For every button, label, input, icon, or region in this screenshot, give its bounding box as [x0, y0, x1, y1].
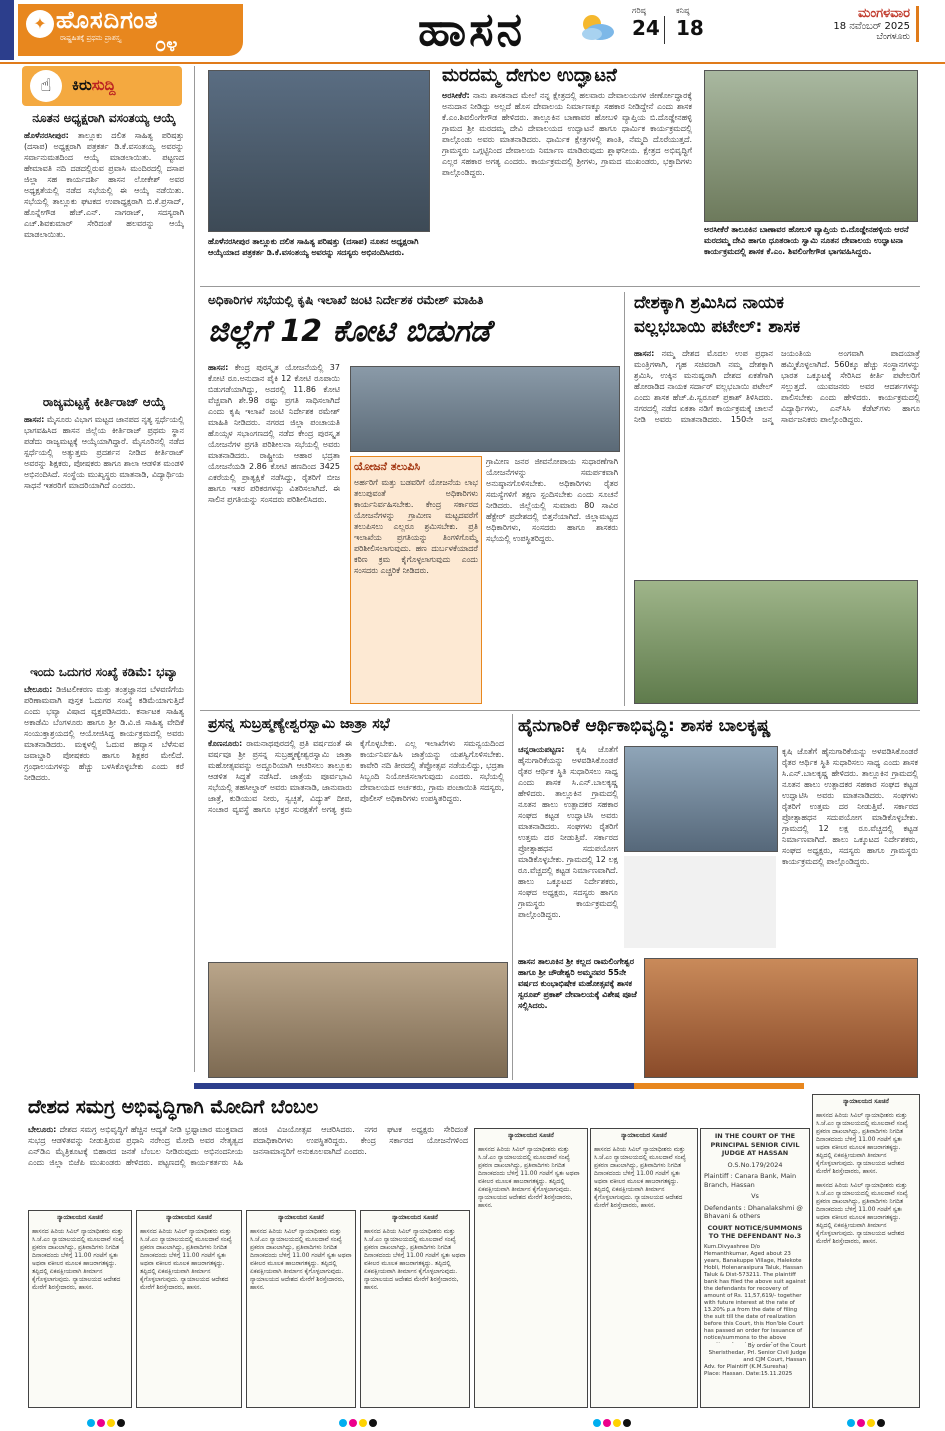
sidebar-item-3 — [24, 664, 184, 1056]
weekday: ಮಂಗಳವಾರ — [857, 6, 910, 21]
sidebar-item-2 — [24, 394, 184, 632]
sidebar-headline: ಇಂದು ಒದುಗರ ಸಂಖ್ಯೆ ಕಡಿಮೆ: ಭವ್ಯಾ — [30, 665, 178, 679]
temple-headline: ಮರದಮ್ಮ ದೇಗುಲ ಉದ್ಘಾಟನೆ — [442, 65, 617, 86]
notice-ad — [28, 1210, 132, 1408]
max-temp-label: ಗರಿಷ್ಠ — [632, 6, 646, 15]
patel-headline-2: ವಲ್ಲಭಬಾಯಿ ಪಟೇಲ್: ಶಾಸಕ — [634, 317, 801, 337]
divider-stripe-orange — [634, 1083, 804, 1089]
masthead-stripe — [0, 0, 14, 60]
notice-text: ಹಾಸನದ ಹಿರಿಯ ಸಿವಿಲ್ ನ್ಯಾಯಾಧೀಶರು ಮತ್ತು ಸಿ.ಜೆ.ಎಂ ನ್ಯಾಯಾಲಯದಲ್ಲಿ ಮೂಲದಾವೆ ಸಂಖ್ಯೆ ಪ್ರಕರಣ ದಾಖಲಾಗಿದ್ದು, ಪ್ರತಿವಾದಿಗಳು ನಿಗದಿತ ದಿನಾಂಕದಂದು ಬೆಳಿಗ್ಗೆ 11.00 ಗಂಟೆಗೆ ಸ್ವತಃ ಅಥವಾ ವಕೀಲರ ಮೂಲಕ ಹಾಜರಾಗತಕ್ಕದ್ದು. ತಪ್ಪಿದಲ್ಲಿ ಏಕಪಕ್ಷೀಯವಾಗಿ ತೀರ್ಮಾನ ಕೈಗೊಳ್ಳಲಾಗುವುದು. ನ್ಯಾಯಾಲಯದ ಆದೇಶದ ಮೇರೆಗೆ ಶಿರಸ್ತೇದಾರರು, ಹಾಸನ. — [816, 1112, 908, 1175]
row-rule — [200, 710, 920, 711]
paper-name: ಹೊಸದಿಗಂತ — [56, 6, 159, 34]
lead-body: ಹಾಸನ: ಕೇಂದ್ರ ಪುರಸ್ಕೃತ ಯೋಜನೆಯಲ್ಲಿ 37 ಕೋಟಿ ರೂ.ಅನುದಾನ ಪೈಕಿ 12 ಕೋಟಿ ರೂಪಾಯಿ ಬಿಡುಗಡೆಯಾಗಿದ್ದು, ಅದರಲ್ಲಿ 11.86 ಕೋಟಿ ವೆಚ್ಚವಾಗಿ ಶೇ.98 ರಷ್ಟು ಪ್ರಗತಿ ಸಾಧಿಸಲಾಗಿದೆ ಎಂದು ಕೃಷಿ ಇಲಾಖೆ ಜಂಟಿ ನಿರ್ದೇಶಕ ರಮೇಶ್ ಮಾಹಿತಿ ನೀಡಿದರು. ನಗರದ ಜಿಲ್ಲಾ ಪಂಚಾಯತಿ ಹೊಯ್ಸಳ ಸಭಾಂಗಣದಲ್ಲಿ ನಡೆದ ಕೇಂದ್ರ ಪುರಸ್ಕೃತ ಯೋಜನೆಗಳ ಪ್ರಗತಿ ಪರಿಶೀಲನಾ ಸಭೆಯಲ್ಲಿ ಅವರು ಮಾತನಾಡಿದರು. ರಾಷ್ಟ್ರೀಯ ಆಹಾರ ಭದ್ರತಾ ಯೋಜನೆಯಡಿ 2.86 ಕೋಟಿ ಹಣದಿಂದ 3425 ಎಕರೆಯಲ್ಲಿ ಪ್ರಾತ್ಯಕ್ಷಿಕೆ ನಡೆಸಿದ್ದು, ರೈತರಿಗೆ ಬೀಜ ಹಾಗೂ ಇತರ ಪರಿಕರಗಳನ್ನು ವಿತರಿಸಲಾಗಿದೆ. ಈ ಸಾಲಿನ ಪ್ರಗತಿಯನ್ನು ಸಂಸದರು ಪರಿಶೀಲಿಸಿದರು. — [208, 363, 340, 504]
min-temp-label: ಕನಿಷ್ಠ — [676, 6, 690, 15]
dairy-body-cont: ಕೃಷಿ ಜೊತೆಗೆ ಹೈನುಗಾರಿಕೆಯನ್ನು ಅಳವಡಿಸಿಕೊಂಡರೆ ರೈತರ ಆರ್ಥಿಕ ಸ್ಥಿತಿ ಸುಧಾರಿಸಲು ಸಾಧ್ಯ ಎಂದು ಶಾಸಕ ಸಿ.ಎನ್.ಬಾಲಕೃಷ್ಣ ಹೇಳಿದರು. ತಾಲ್ಲೂಕಿನ ಗ್ರಾಮದಲ್ಲಿ ನೂತನ ಹಾಲು ಉತ್ಪಾದಕರ ಸಹಕಾರ ಸಂಘದ ಕಟ್ಟಡ ಉದ್ಘಾಟಿಸಿ ಅವರು ಮಾತನಾಡಿದರು. ಸಂಘಗಳು ರೈತರಿಗೆ ಉತ್ತಮ ದರ ನೀಡುತ್ತಿವೆ. ಸರ್ಕಾರದ ಪ್ರೋತ್ಸಾಹಧನ ಸದುಪಯೋಗ ಮಾಡಿಕೊಳ್ಳಬೇಕು. ಗ್ರಾಮದಲ್ಲಿ 12 ಲಕ್ಷ ರೂ.ವೆಚ್ಚದಲ್ಲಿ ಕಟ್ಟಡ ನಿರ್ಮಾಣವಾಗಿದೆ. ಹಾಲು ಒಕ್ಕೂಟದ ನಿರ್ದೇಶಕರು, ಸಂಘದ ಅಧ್ಯಕ್ಷರು, ಸದಸ್ಯರು ಹಾಗೂ ಗ್ರಾಮಸ್ಥರು ಕಾರ್ಯಕ್ರಮದಲ್ಲಿ ಪಾಲ್ಗೊಂಡಿದ್ದರು. — [782, 747, 918, 866]
min-temp: 18 — [676, 16, 704, 40]
notice-text: ಹಾಸನದ ಹಿರಿಯ ಸಿವಿಲ್ ನ್ಯಾಯಾಧೀಶರು ಮತ್ತು ಸಿ.ಜೆ.ಎಂ ನ್ಯಾಯಾಲಯದಲ್ಲಿ ಮೂಲದಾವೆ ಸಂಖ್ಯೆ ಪ್ರಕರಣ ದಾಖಲಾಗಿದ್ದು, ಪ್ರತಿವಾದಿಗಳು ನಿಗದಿತ ದಿನಾಂಕದಂದು ಬೆಳಿಗ್ಗೆ 11.00 ಗಂಟೆಗೆ ಸ್ವತಃ ಅಥವಾ ವಕೀಲರ ಮೂಲಕ ಹಾಜರಾಗತಕ್ಕದ್ದು. ತಪ್ಪಿದಲ್ಲಿ ಏಕಪಕ್ಷೀಯವಾಗಿ ತೀರ್ಮಾನ ಕೈಗೊಳ್ಳಲಾಗುವುದು. ನ್ಯಾಯಾಲಯದ ಆದೇಶದ ಮೇರೆಗೆ ಶಿರಸ್ತೇದಾರರು, ಹಾಸನ. — [250, 1228, 352, 1291]
sidebar-body: ಹಾಸನ: ಮೈಸೂರು ವಿಭಾಗ ಮಟ್ಟದ ಜಾನಪದ ನೃತ್ಯ ಸ್ಪರ್ಧೆಯಲ್ಲಿ ಭಾಗವಹಿಸಿದ ಹಾಸನ ಜಿಲ್ಲೆಯ ಕೀರ್ತಿರಾಜ್ ಪ್ರಥಮ ಸ್ಥಾನ ಪಡೆದು ರಾಜ್ಯಮಟ್ಟಕ್ಕೆ ಆಯ್ಕೆಯಾಗಿದ್ದಾರೆ. ಮೈಸೂರಿನಲ್ಲಿ ನಡೆದ ಸ್ಪರ್ಧೆಯಲ್ಲಿ ಅತ್ಯುತ್ತಮ ಪ್ರದರ್ಶನ ನೀಡಿದ ಕೀರ್ತಿರಾಜ್ ಅವರನ್ನು ಶಿಕ್ಷಕರು, ಪೋಷಕರು ಹಾಗೂ ಶಾಲಾ ಆಡಳಿತ ಮಂಡಳಿ ಅಭಿನಂದಿಸಿದೆ. ಸಂಸ್ಥೆಯ ಮುಖ್ಯಸ್ಥರು ಮಾತನಾಡಿ, ವಿದ್ಯಾರ್ಥಿಯ ಸಾಧನೆ ಇತರರಿಗೆ ಮಾದರಿಯಾಗಿದೆ ಎಂದರು. — [24, 415, 184, 490]
notice-heading: COURT NOTICE/SUMMONS TO THE DEFENDANT No.3 — [707, 1223, 803, 1240]
notice-text: ಹಾಸನದ ಹಿರಿಯ ಸಿವಿಲ್ ನ್ಯಾಯಾಧೀಶರು ಮತ್ತು ಸಿ.ಜೆ.ಎಂ ನ್ಯಾಯಾಲಯದಲ್ಲಿ ಮೂಲದಾವೆ ಸಂಖ್ಯೆ ಪ್ರಕರಣ ದಾಖಲಾಗಿದ್ದು, ಪ್ರತಿವಾದಿಗಳು ನಿಗದಿತ ದಿನಾಂಕದಂದು ಬೆಳಿಗ್ಗೆ 11.00 ಗಂಟೆಗೆ ಸ್ವತಃ ಅಥವಾ ವಕೀಲರ ಮೂಲಕ ಹಾಜರಾಗತಕ್ಕದ್ದು. ತಪ್ಪಿದಲ್ಲಿ ಏಕಪಕ್ಷೀಯವಾಗಿ ತೀರ್ಮಾನ ಕೈಗೊಳ್ಳಲಾಗುವುದು. ನ್ಯಾಯಾಲಯದ ಆದೇಶದ ಮೇರೆಗೆ ಶಿರಸ್ತೇದಾರರು, ಹಾಸನ. — [140, 1228, 232, 1291]
lead-photo — [350, 366, 620, 452]
notice-title: ನ್ಯಾಯಾಲಯದ ಸೂಚನೆ — [166, 1214, 212, 1221]
modi-body: ಬೇಲೂರು: ದೇಶದ ಸಮಗ್ರ ಅಭಿವೃದ್ಧಿಗೆ ಹೆಚ್ಚಿನ ಆದ್ಯತೆ ನೀಡಿ ಭ್ರಷ್ಟಾಚಾರ ಮುಕ್ತವಾದ ಸುಭದ್ರ ಆಡಳಿತವನ್ನು ನೀಡುತ್ತಿರುವ ಪ್ರಧಾನಿ ನರೇಂದ್ರ ಮೋದಿ ಅವರ ನೇತೃತ್ವದ ಎನ್‌ಡಿಎ ಮೈತ್ರಿಕೂಟಕ್ಕೆ ಬಿಹಾರದ ಜನತೆ ಬೆಂಬಲ ನೀಡಿರುವುದು ಅಭಿನಂದನೀಯ ಎಂದು ಜಿಲ್ಲಾ ಬಿಜೆಪಿ ಮುಖಂಡರು ಹೇಳಿದರು. ಪಟ್ಟಣದಲ್ಲಿ ಕಾರ್ಯಕರ್ತರು ಸಿಹಿ ಹಂಚಿ ವಿಜಯೋತ್ಸವ ಆಚರಿಸಿದರು. ನಗರ ಘಟಕ ಅಧ್ಯಕ್ಷರು ಸೇರಿದಂತೆ ಪದಾಧಿಕಾರಿಗಳು ಉಪಸ್ಥಿತರಿದ್ದರು. ಕೇಂದ್ರ ಸರ್ಕಾರದ ಯೋಜನೆಗಳಿಂದ ಜನಸಾಮಾನ್ಯರಿಗೆ ಅನುಕೂಲವಾಗಿದೆ ಎಂದರು. — [28, 1125, 468, 1167]
dairy-body: ಚನ್ನರಾಯಪಟ್ಟಣ: ಕೃಷಿ ಜೊತೆಗೆ ಹೈನುಗಾರಿಕೆಯನ್ನು ಅಳವಡಿಸಿಕೊಂಡರೆ ರೈತರ ಆರ್ಥಿಕ ಸ್ಥಿತಿ ಸುಧಾರಿಸಲು ಸಾಧ್ಯ ಎಂದು ಶಾಸಕ ಸಿ.ಎನ್.ಬಾಲಕೃಷ್ಣ ಹೇಳಿದರು. ತಾಲ್ಲೂಕಿನ ಗ್ರಾಮದಲ್ಲಿ ನೂತನ ಹಾಲು ಉತ್ಪಾದಕರ ಸಹಕಾರ ಸಂಘದ ಕಟ್ಟಡ ಉದ್ಘಾಟಿಸಿ ಅವರು ಮಾತನಾಡಿದರು. ಸಂಘಗಳು ರೈತರಿಗೆ ಉತ್ತಮ ದರ ನೀಡುತ್ತಿವೆ. ಸರ್ಕಾರದ ಪ್ರೋತ್ಸಾಹಧನ ಸದುಪಯೋಗ ಮಾಡಿಕೊಳ್ಳಬೇಕು. ಗ್ರಾಮದಲ್ಲಿ 12 ಲಕ್ಷ ರೂ.ವೆಚ್ಚದಲ್ಲಿ ಕಟ್ಟಡ ನಿರ್ಮಾಣವಾಗಿದೆ. ಹಾಲು ಒಕ್ಕೂಟದ ನಿರ್ದೇಶಕರು, ಸಂಘದ ಅಧ್ಯಕ್ಷರು, ಸದಸ್ಯರು ಹಾಗೂ ಗ್ರಾಮಸ್ಥರು ಕಾರ್ಯಕ್ರಮದಲ್ಲಿ ಪಾಲ್ಗೊಂಡಿದ್ದರು. — [518, 745, 618, 919]
sidebar-headline: ನೂತನ ಅಧ್ಯಕ್ಷರಾಗಿ ವಸಂತಯ್ಯ ಆಯ್ಕೆ — [32, 111, 176, 125]
notice-title: ನ್ಯಾಯಾಲಯದ ಸೂಚನೆ — [392, 1214, 438, 1221]
jatra-photo — [208, 962, 508, 1078]
lamp-icon: ✦ — [26, 10, 54, 38]
info-box-text: ಅರ್ಹರಿಗೆ ಮತ್ತು ಬಡವರಿಗೆ ಯೋಜನೆಯ ಲಾಭ ತಲುಪುವಂತೆ ಅಧಿಕಾರಿಗಳು ಕಾರ್ಯನಿರ್ವಹಿಸಬೇಕು. ಕೇಂದ್ರ ಸರ್ಕಾರದ ಯೋಜನೆಗಳನ್ನು ಗ್ರಾಮೀಣ ಮಟ್ಟದವರೆಗೆ ತಲುಪಿಸಲು ಎಲ್ಲರೂ ಶ್ರಮಿಸಬೇಕು. ಪ್ರತಿ ಇಲಾಖೆಯ ಪ್ರಗತಿಯನ್ನು ತಿಂಗಳಿಗೊಮ್ಮೆ ಪರಿಶೀಲಿಸಲಾಗುವುದು. ಹಣ ದುರ್ಬಳಕೆಯಾದರೆ ಕಠಿಣ ಕ್ರಮ ಕೈಗೊಳ್ಳಲಾಗುವುದು ಎಂದು ಸಂಸದರು ಎಚ್ಚರಿಕೆ ನೀಡಿದರು. — [354, 478, 478, 575]
plaintiff: Plaintiff : Canara Bank, Main Branch, Hassan — [704, 1172, 797, 1189]
divider-stripe-blue — [194, 1083, 634, 1089]
notice-title: ನ್ಯಾಯಾಲಯದ ಸೂಚನೆ — [621, 1132, 667, 1139]
info-box — [350, 456, 482, 704]
max-temp-block — [632, 6, 660, 40]
top-story-caption: ಹೊಳೆನರಸೀಪುರ ತಾಲ್ಲೂಕು ದಲಿತ ಸಾಹಿತ್ಯ ಪರಿಷತ್ತು (ದಸಾಪ) ನೂತನ ಅಧ್ಯಕ್ಷರಾಗಿ ಆಯ್ಕೆಯಾದ ಪತ್ರಕರ್ತ ಡಿ.ಕೆ.ವಸಂತಯ್ಯ ಅವರನ್ನು ಸದಸ್ಯರು ಅಭಿನಂದಿಸಿದರು. — [208, 237, 419, 257]
paper-tagline: ರಾಷ್ಟ್ರಹಿತಕ್ಕೆ ಪ್ರಥಮ ಪ್ರಾಶಸ್ತ್ಯ — [60, 34, 121, 42]
lead-body-2: ಗ್ರಾಮೀಣ ಜನರ ಜೀವನೋಪಾಯ ಸುಧಾರಣೆಗಾಗಿ ಯೋಜನೆಗಳನ್ನು ಸಮರ್ಪಕವಾಗಿ ಅನುಷ್ಠಾನಗೊಳಿಸಬೇಕು. ಅಧಿಕಾರಿಗಳು ರೈತರ ಸಮಸ್ಯೆಗಳಿಗೆ ತಕ್ಷಣ ಸ್ಪಂದಿಸಬೇಕು ಎಂದು ಸೂಚನೆ ನೀಡಿದರು. ಜಿಲ್ಲೆಯಲ್ಲಿ ಸುಮಾರು 80 ಸಾವಿರ ಹೆಕ್ಟೇರ್ ಪ್ರದೇಶದಲ್ಲಿ ಬಿತ್ತನೆಯಾಗಿದೆ. ಜಿಲ್ಲಾಮಟ್ಟದ ಅಧಿಕಾರಿಗಳು, ಸಂಸದರು ಹಾಗೂ ಶಾಸಕರು ಸಭೆಯಲ್ಲಿ ಉಪಸ್ಥಿತರಿದ್ದರು. — [486, 457, 618, 543]
notice-title: ನ್ಯಾಯಾಲಯದ ಸೂಚನೆ — [57, 1214, 103, 1221]
issue-place: ಬೆಂಗಳೂರು — [876, 32, 910, 42]
notice-title: ನ್ಯಾಯಾಲಯದ ಸೂಚನೆ — [278, 1214, 324, 1221]
edition-city: ಹಾಸನ — [418, 2, 526, 56]
jatra-headline: ಪ್ರಸನ್ನ ಸುಬ್ರಹ್ಮಣ್ಯೇಶ್ವರಸ್ವಾಮಿ ಜಾತ್ರಾ ಸಭೆ — [208, 716, 390, 732]
column-rule — [512, 714, 513, 1080]
notice-sign: By order of the Court Sheristhedar, Prl. Senior Civil Judge and CJM Court, Hassan Adv. for Plaintiff (K.M.Suresha) Place: Hassan. Date:15.11.2025 — [704, 1342, 806, 1377]
notice-text: ಹಾಸನದ ಹಿರಿಯ ಸಿವಿಲ್ ನ್ಯಾಯಾಧೀಶರು ಮತ್ತು ಸಿ.ಜೆ.ಎಂ ನ್ಯಾಯಾಲಯದಲ್ಲಿ ಮೂಲದಾವೆ ಸಂಖ್ಯೆ ಪ್ರಕರಣ ದಾಖಲಾಗಿದ್ದು, ಪ್ರತಿವಾದಿಗಳು ನಿಗದಿತ ದಿನಾಂಕದಂದು ಬೆಳಿಗ್ಗೆ 11.00 ಗಂಟೆಗೆ ಸ್ವತಃ ಅಥವಾ ವಕೀಲರ ಮೂಲಕ ಹಾಜರಾಗತಕ್ಕದ್ದು. ತಪ್ಪಿದಲ್ಲಿ ಏಕಪಕ್ಷೀಯವಾಗಿ ತೀರ್ಮಾನ ಕೈಗೊಳ್ಳಲಾಗುವುದು. ನ್ಯಾಯಾಲಯದ ಆದೇಶದ ಮೇರೆಗೆ ಶಿರಸ್ತೇದಾರರು, ಹಾಸನ. — [364, 1228, 466, 1291]
column-rule — [194, 66, 195, 1072]
dairy-photo — [624, 746, 778, 852]
temple-photo — [704, 70, 918, 222]
notice-ad — [474, 1128, 588, 1408]
notice-body: Kum.Divyashree D/o Hemanthkumar, Aged about 23 years, Banakuppe Village, Halekote Hobli, Holenarasipura Taluk, Hassan Taluk & Dist-573211. The plaintiff bank has filed the above suit against the defendants for recovery of amount of Rs. 11,57,619/- together with future interest at the rate of 13.20% p.a from the date of filing the suit till the date of realization before this Court, this Hon'ble Court has passed an order for issuance of notice/summons to the above — [704, 1243, 806, 1341]
defendants: Defendants : Dhanalakshmi @ Bhavani & others — [704, 1203, 803, 1220]
notice-ad — [360, 1210, 470, 1408]
temple-body: ಅರಸೀಕೆರೆ: ನಾನು ಶಾಸಕನಾದ ಮೇಲೆ ನನ್ನ ಕ್ಷೇತ್ರದಲ್ಲಿ ಹಲವಾರು ದೇವಾಲಯಗಳ ಜೀರ್ಣೋದ್ಧಾರಕ್ಕೆ ಅನುದಾನ ನೀಡಿದ್ದು ಅಲ್ಲದೆ ಹೊಸ ದೇವಾಲಯ ನಿರ್ಮಾಣಕ್ಕೂ ಸಹಕಾರ ನೀಡಿದ್ದೇನೆ ಎಂದು ಶಾಸಕ ಕೆ.ಎಂ.ಶಿವಲಿಂಗೇಗೌಡ ಹೇಳಿದರು. ತಾಲ್ಲೂಕಿನ ಬಾಣಾವರ ಹೋಬಳಿ ವ್ಯಾಪ್ತಿಯ ಬಿ.ದೊಡ್ಡೇನಹಳ್ಳಿ ಗ್ರಾಮದ ಶ್ರೀ ಮರದಮ್ಮ ದೇವಿ ದೇವಾಲಯದ ಉದ್ಘಾಟನೆ ಹಾಗೂ ಧಾರ್ಮಿಕ ಕಾರ್ಯಕ್ರಮದಲ್ಲಿ ಪಾಲ್ಗೊಂಡು ಅವರು ಮಾತನಾಡಿದರು. ಧಾರ್ಮಿಕ ಕ್ಷೇತ್ರಗಳಲ್ಲಿ ಶಾಂತಿ, ನೆಮ್ಮದಿ ದೊರೆಯುತ್ತದೆ. ಗ್ರಾಮಸ್ಥರು ಒಗ್ಗಟ್ಟಿನಿಂದ ದೇವಾಲಯ ನಿರ್ಮಾಣ ಮಾಡಿರುವುದು ಶ್ಲಾಘನೀಯ. ಕ್ಷೇತ್ರದ ಅಭಿವೃದ್ಧಿಗೆ ಎಲ್ಲರ ಸಹಕಾರ ಅಗತ್ಯ ಎಂದರು. ಕಾರ್ಯಕ್ರಮದಲ್ಲಿ ಶ್ರೀಗಳು, ಗ್ರಾಮದ ಮುಖಂಡರು, ಭಕ್ತಾದಿಗಳು ಪಾಲ್ಗೊಂಡಿದ್ದರು. — [442, 91, 692, 177]
pointing-hand-icon: ☝ — [30, 70, 62, 102]
patel-headline-1: ದೇಶಕ್ಕಾಗಿ ಶ್ರಮಿಸಿದ ನಾಯಕ — [634, 293, 784, 313]
top-story-photo — [208, 70, 430, 232]
kumbhabhisheka-photo — [644, 958, 918, 1078]
notice-ad — [590, 1128, 698, 1408]
dairy-headline: ಹೈನುಗಾರಿಕೆ ಆರ್ಥಿಕಾಭಿವೃದ್ಧಿ: ಶಾಸಕ ಬಾಲಕೃಷ್ಣ — [518, 716, 771, 736]
registration-marks — [338, 1412, 378, 1431]
registration-marks — [846, 1412, 886, 1431]
registration-marks — [86, 1412, 126, 1431]
min-temp-block — [676, 6, 704, 40]
weather-icon — [576, 12, 616, 42]
sidebar-item-1 — [24, 110, 184, 364]
temp-divider — [664, 16, 665, 44]
sidebar-headline: ರಾಜ್ಯಮಟ್ಟಕ್ಕೆ ಕೀರ್ತಿರಾಜ್ ಆಯ್ಕೆ — [42, 395, 166, 409]
notice-ad — [136, 1210, 242, 1408]
sidebar-body: ಹೊಳೆನರಸೀಪುರ: ತಾಲ್ಲೂಕು ದಲಿತ ಸಾಹಿತ್ಯ ಪರಿಷತ್ತು (ದಸಾಪ) ಅಧ್ಯಕ್ಷರಾಗಿ ಪತ್ರಕರ್ತ ಡಿ.ಕೆ.ವಸಂತಯ್ಯ ಅವರನ್ನು ಸರ್ವಾನುಮತದಿಂದ ಆಯ್ಕೆ ಮಾಡಲಾಯಿತು. ಪಟ್ಟಣದ ಹೇಮಾವತಿ ನದಿ ದಡದಲ್ಲಿರುವ ಪ್ರವಾಸಿ ಮಂದಿರದಲ್ಲಿ ದಸಾಪ ಜಿಲ್ಲಾ ಸಹ ಕಾರ್ಯದರ್ಶಿ ಹಾಸನ ಲೋಕೇಶ್ ಅವರ ಅಧ್ಯಕ್ಷತೆಯಲ್ಲಿ ನಡೆದ ಸಭೆಯಲ್ಲಿ ಈ ಆಯ್ಕೆ ನಡೆಯಿತು. ಸಭೆಯಲ್ಲಿ ತಾಲ್ಲೂಕು ಘಟಕದ ಉಪಾಧ್ಯಕ್ಷರಾಗಿ ಬಿ.ಕೆ.ಪ್ರಸಾದ್, ಹೊನ್ನೇಗೌಡ ಹೆಚ್.ಎನ್. ನಾಗರಾಜ್, ಸದಸ್ಯರಾಗಿ ಎಚ್.ಶಿವಕುಮಾರ್ ಸೇರಿದಂತೆ ಹಲವರನ್ನು ಆಯ್ಕೆ ಮಾಡಲಾಯಿತು. — [24, 131, 184, 239]
lead-headline: ಜಿಲ್ಲೆಗೆ 12 ಕೋಟಿ ಬಿಡುಗಡೆ — [208, 314, 491, 349]
notice-text: ಹಾಸನದ ಹಿರಿಯ ಸಿವಿಲ್ ನ್ಯಾಯಾಧೀಶರು ಮತ್ತು ಸಿ.ಜೆ.ಎಂ ನ್ಯಾಯಾಲಯದಲ್ಲಿ ಮೂಲದಾವೆ ಸಂಖ್ಯೆ ಪ್ರಕರಣ ದಾಖಲಾಗಿದ್ದು, ಪ್ರತಿವಾದಿಗಳು ನಿಗದಿತ ದಿನಾಂಕದಂದು ಬೆಳಿಗ್ಗೆ 11.00 ಗಂಟೆಗೆ ಸ್ವತಃ ಅಥವಾ ವಕೀಲರ ಮೂಲಕ ಹಾಜರಾಗತಕ್ಕದ್ದು. ತಪ್ಪಿದಲ್ಲಿ ಏಕಪಕ್ಷೀಯವಾಗಿ ತೀರ್ಮಾನ ಕೈಗೊಳ್ಳಲಾಗುವುದು. ನ್ಯಾಯಾಲಯದ ಆದೇಶದ ಮೇರೆಗೆ ಶಿರಸ್ತೇದಾರರು, ಹಾಸನ. — [594, 1146, 686, 1209]
patel-photo — [634, 580, 918, 704]
section-label: ಕಿರುಸುದ್ದಿ — [72, 76, 116, 94]
registration-marks — [592, 1412, 632, 1431]
row-rule — [200, 286, 920, 287]
patel-body: ಹಾಸನ: ನಮ್ಮ ದೇಶದ ಮೊದಲ ಉಪ ಪ್ರಧಾನ ಮಂತ್ರಿಗಳಾಗಿ, ಗೃಹ ಸಚಿವರಾಗಿ ನಮ್ಮ ದೇಶಕ್ಕಾಗಿ ಶ್ರಮಿಸಿ, ಉಕ್ಕಿನ ಮನುಷ್ಯರಾಗಿ ದೇಶದ ಏಕತೆಗಾಗಿ ಹೋರಾಡಿದ ನಾಯಕ ಸರ್ದಾರ್ ವಲ್ಲಭಬಾಯಿ ಪಟೇಲ್ ಎಂದು ಶಾಸಕ ಹೆಚ್.ಪಿ.ಸ್ವರೂಪ್ ಪ್ರಕಾಶ್ ತಿಳಿಸಿದರು. ನಗರದಲ್ಲಿ ನಡೆದ ಏಕತಾ ನಡಿಗೆ ಕಾರ್ಯಕ್ರಮಕ್ಕೆ ಚಾಲನೆ ನೀಡಿ ಅವರು ಮಾತನಾಡಿದರು. 150ನೇ ಜನ್ಮ ಜಯಂತಿಯ ಅಂಗವಾಗಿ ಪಾದಯಾತ್ರೆ ಹಮ್ಮಿಕೊಳ್ಳಲಾಗಿದೆ. 560ಕ್ಕೂ ಹೆಚ್ಚು ಸಂಸ್ಥಾನಗಳನ್ನು ಭಾರತ ಒಕ್ಕೂಟಕ್ಕೆ ಸೇರಿಸಿದ ಕೀರ್ತಿ ಪಟೇಲರಿಗೆ ಸಲ್ಲುತ್ತದೆ. ಯುವಜನರು ಅವರ ಆದರ್ಶಗಳನ್ನು ಪಾಲಿಸಬೇಕು ಎಂದು ಹೇಳಿದರು. ಕಾರ್ಯಕ್ರಮದಲ್ಲಿ ವಿದ್ಯಾರ್ಥಿಗಳು, ಎನ್‌ಸಿಸಿ ಕೆಡೆಟ್‌ಗಳು ಹಾಗೂ ಸಾರ್ವಜನಿಕರು ಪಾಲ್ಗೊಂಡಿದ್ದರು. — [634, 349, 920, 424]
modi-headline: ದೇಶದ ಸಮಗ್ರ ಅಭಿವೃದ್ಧಿಗಾಗಿ ಮೋದಿಗೆ ಬೆಂಬಲ — [28, 1096, 319, 1118]
dairy-sidebar-fill — [624, 856, 776, 948]
date-block — [780, 6, 919, 42]
notice-title: ನ್ಯಾಯಾಲಯದ ಸೂಚನೆ — [843, 1098, 889, 1105]
max-temp: 24 — [632, 16, 660, 40]
info-box-title: ಯೋಜನೆ ತಲುಪಿಸಿ — [354, 460, 421, 473]
court-notice — [700, 1128, 810, 1408]
jatra-body: ಕೊಣನೂರು: ರಾಮನಾಥಪುರದಲ್ಲಿ ಪ್ರತಿ ವರ್ಷದಂತೆ ಈ ವರ್ಷವೂ ಶ್ರೀ ಪ್ರಸನ್ನ ಸುಬ್ರಹ್ಮಣ್ಯೇಶ್ವರಸ್ವಾಮಿ ಜಾತ್ರಾ ಮಹೋತ್ಸವವನ್ನು ಅದ್ದೂರಿಯಾಗಿ ಆಚರಿಸಲು ತಾಲ್ಲೂಕು ಆಡಳಿತ ಸಿದ್ಧತೆ ನಡೆಸಿದೆ. ಜಾತ್ರೆಯ ಪೂರ್ವಭಾವಿ ಸಭೆಯಲ್ಲಿ ತಹಸೀಲ್ದಾರ್ ಅವರು ಮಾತನಾಡಿ, ಜಾನುವಾರು ಜಾತ್ರೆ, ಕುಡಿಯುವ ನೀರು, ಸ್ವಚ್ಛತೆ, ವಿದ್ಯುತ್ ದೀಪ, ಸಂಚಾರ ವ್ಯವಸ್ಥೆ ಹಾಗೂ ಭಕ್ತರ ಸುರಕ್ಷತೆಗೆ ಅಗತ್ಯ ಕ್ರಮ ಕೈಗೊಳ್ಳಬೇಕು. ಎಲ್ಲ ಇಲಾಖೆಗಳು ಸಮನ್ವಯದಿಂದ ಕಾರ್ಯನಿರ್ವಹಿಸಿ ಜಾತ್ರೆಯನ್ನು ಯಶಸ್ವಿಗೊಳಿಸಬೇಕು. ಕಾವೇರಿ ನದಿ ತೀರದಲ್ಲಿ ತೆಪ್ಪೋತ್ಸವ ನಡೆಯಲಿದ್ದು, ಭದ್ರತಾ ಸಿಬ್ಬಂದಿ ನಿಯೋಜಿಸಲಾಗುವುದು ಎಂದರು. ಸಭೆಯಲ್ಲಿ ದೇವಾಲಯದ ಅರ್ಚಕರು, ಗ್ರಾಮ ಪಂಚಾಯಿತಿ ಸದಸ್ಯರು, ಪೊಲೀಸ್ ಅಧಿಕಾರಿಗಳು ಉಪಸ್ಥಿತರಿದ್ದರು. — [208, 739, 504, 814]
court-title: IN THE COURT OF THE PRINCIPAL SENIOR CIVIL JUDGE AT HASSAN — [710, 1132, 800, 1157]
notice-text: ಹಾಸನದ ಹಿರಿಯ ಸಿವಿಲ್ ನ್ಯಾಯಾಧೀಶರು ಮತ್ತು ಸಿ.ಜೆ.ಎಂ ನ್ಯಾಯಾಲಯದಲ್ಲಿ ಮೂಲದಾವೆ ಸಂಖ್ಯೆ ಪ್ರಕರಣ ದಾಖಲಾಗಿದ್ದು, ಪ್ರತಿವಾದಿಗಳು ನಿಗದಿತ ದಿನಾಂಕದಂದು ಬೆಳಿಗ್ಗೆ 11.00 ಗಂಟೆಗೆ ಸ್ವತಃ ಅಥವಾ ವಕೀಲರ ಮೂಲಕ ಹಾಜರಾಗತಕ್ಕದ್ದು. ತಪ್ಪಿದಲ್ಲಿ ಏಕಪಕ್ಷೀಯವಾಗಿ ತೀರ್ಮಾನ ಕೈಗೊಳ್ಳಲಾಗುವುದು. ನ್ಯಾಯಾಲಯದ ಆದೇಶದ ಮೇರೆಗೆ ಶಿರಸ್ತೇದಾರರು, ಹಾಸನ. — [32, 1228, 124, 1291]
lead-kicker: ಅಧಿಕಾರಿಗಳ ಸಭೆಯಲ್ಲಿ ಕೃಷಿ ಇಲಾಖೆ ಜಂಟಿ ನಿರ್ದೇಶಕ ರಮೇಶ್ ಮಾಹಿತಿ — [208, 293, 484, 307]
temple-caption: ಅರಸೀಕೆರೆ ತಾಲೂಕಿನ ಬಾಣಾವರ ಹೋಬಳಿ ವ್ಯಾಪ್ತಿಯ ಬಿ.ದೊಡ್ಡೇನಹಳ್ಳಿಯ ಆರನೆ ಮರದಮ್ಮ ದೇವಿ ಹಾಗೂ ಧೂತರಾಯ ಸ್ವಾಮಿ ನೂತನ ದೇವಾಲಯ ಉದ್ಘಾಟನಾ ಕಾರ್ಯಕ್ರಮದಲ್ಲಿ ಶಾಸಕ ಕೆ.ಎಂ. ಶಿವಲಿಂಗೇಗೌಡ ಭಾಗವಹಿಸಿದ್ದರು. — [704, 225, 909, 256]
notice-ad — [812, 1094, 920, 1408]
notice-title: ನ್ಯಾಯಾಲಯದ ಸೂಚನೆ — [508, 1132, 554, 1139]
versus: Vs — [751, 1192, 759, 1200]
notice-ad — [246, 1210, 356, 1408]
column-rule — [624, 292, 625, 706]
suit-number: O.S.No.179/2024 — [727, 1160, 783, 1169]
kumbhabhisheka-caption: ಹಾಸನ ತಾಲೂಕಿನ ಶ್ರೀ ಕಲ್ಲದ ರಾಮಲಿಂಗೇಶ್ವರ ಹಾಗೂ ಶ್ರೀ ಚೌಡೇಶ್ವರಿ ಅಮ್ಮನವರ 55ನೇ ವರ್ಷದ ಕುಂಭಾಭಿಷೇಕ ಮಹೋತ್ಸವಕ್ಕೆ ಶಾಸಕ ಸ್ವರೂಪ್ ಪ್ರಕಾಶ್ ದೇವಾಲಯಕ್ಕೆ ವಿಶೇಷ ಪೂಜೆ ಸಲ್ಲಿಸಿದರು. — [518, 957, 637, 1010]
notice-text: ಹಾಸನದ ಹಿರಿಯ ಸಿವಿಲ್ ನ್ಯಾಯಾಧೀಶರು ಮತ್ತು ಸಿ.ಜೆ.ಎಂ ನ್ಯಾಯಾಲಯದಲ್ಲಿ ಮೂಲದಾವೆ ಸಂಖ್ಯೆ ಪ್ರಕರಣ ದಾಖಲಾಗಿದ್ದು, ಪ್ರತಿವಾದಿಗಳು ನಿಗದಿತ ದಿನಾಂಕದಂದು ಬೆಳಿಗ್ಗೆ 11.00 ಗಂಟೆಗೆ ಸ್ವತಃ ಅಥವಾ ವಕೀಲರ ಮೂಲಕ ಹಾಜರಾಗತಕ್ಕದ್ದು. ತಪ್ಪಿದಲ್ಲಿ ಏಕಪಕ್ಷೀಯವಾಗಿ ತೀರ್ಮಾನ ಕೈಗೊಳ್ಳಲಾಗುವುದು. ನ್ಯಾಯಾಲಯದ ಆದೇಶದ ಮೇರೆಗೆ ಶಿರಸ್ತೇದಾರರು, ಹಾಸನ. — [816, 1182, 908, 1245]
page-number: ೦೪ — [155, 32, 178, 56]
issue-date: 18 ನವೆಂಬರ್ 2025 — [833, 21, 910, 32]
sidebar-body: ಬೇಲೂರು: ಡಿಜಿಟಲೀಕರಣ ಮತ್ತು ತಂತ್ರಜ್ಞಾನದ ಬೆಳವಣಿಗೆಯ ಪರಿಣಾಮವಾಗಿ ಪುಸ್ತಕ ಓದುಗರ ಸಂಖ್ಯೆ ಕಡಿಮೆಯಾಗುತ್ತಿದೆ ಎಂದು ಭವ್ಯಾ ವಿಷಾದ ವ್ಯಕ್ತಪಡಿಸಿದರು. ಕರ್ನಾಟಕ ಸಾಹಿತ್ಯ ಅಕಾಡೆಮಿ ಬೆಂಗಳೂರು ಹಾಗೂ ಶ್ರೀ ಡಿ.ವಿ.ಜಿ ಸಾಹಿತ್ಯ ವೇದಿಕೆ ಸಂಯುಕ್ತಾಶ್ರಯದಲ್ಲಿ ಆಯೋಜಿಸಿದ್ದ ಕಾರ್ಯಕ್ರಮದಲ್ಲಿ ಅವರು ಮಾತನಾಡಿದರು. ಮಕ್ಕಳಲ್ಲಿ ಓದುವ ಹವ್ಯಾಸ ಬೆಳೆಸುವ ಜವಾಬ್ದಾರಿ ಪೋಷಕರು ಹಾಗೂ ಶಿಕ್ಷಕರ ಮೇಲಿದೆ. ಗ್ರಂಥಾಲಯಗಳನ್ನು ಹೆಚ್ಚು ಬಳಸಿಕೊಳ್ಳಬೇಕು ಎಂದು ಕರೆ ನೀಡಿದರು. — [24, 685, 184, 782]
notice-text: ಹಾಸನದ ಹಿರಿಯ ಸಿವಿಲ್ ನ್ಯಾಯಾಧೀಶರು ಮತ್ತು ಸಿ.ಜೆ.ಎಂ ನ್ಯಾಯಾಲಯದಲ್ಲಿ ಮೂಲದಾವೆ ಸಂಖ್ಯೆ ಪ್ರಕರಣ ದಾಖಲಾಗಿದ್ದು, ಪ್ರತಿವಾದಿಗಳು ನಿಗದಿತ ದಿನಾಂಕದಂದು ಬೆಳಿಗ್ಗೆ 11.00 ಗಂಟೆಗೆ ಸ್ವತಃ ಅಥವಾ ವಕೀಲರ ಮೂಲಕ ಹಾಜರಾಗತಕ್ಕದ್ದು. ತಪ್ಪಿದಲ್ಲಿ ಏಕಪಕ್ಷೀಯವಾಗಿ ತೀರ್ಮಾನ ಕೈಗೊಳ್ಳಲಾಗುವುದು. ನ್ಯಾಯಾಲಯದ ಆದೇಶದ ಮೇರೆಗೆ ಶಿರಸ್ತೇದಾರರು, ಹಾಸನ. — [478, 1146, 580, 1209]
